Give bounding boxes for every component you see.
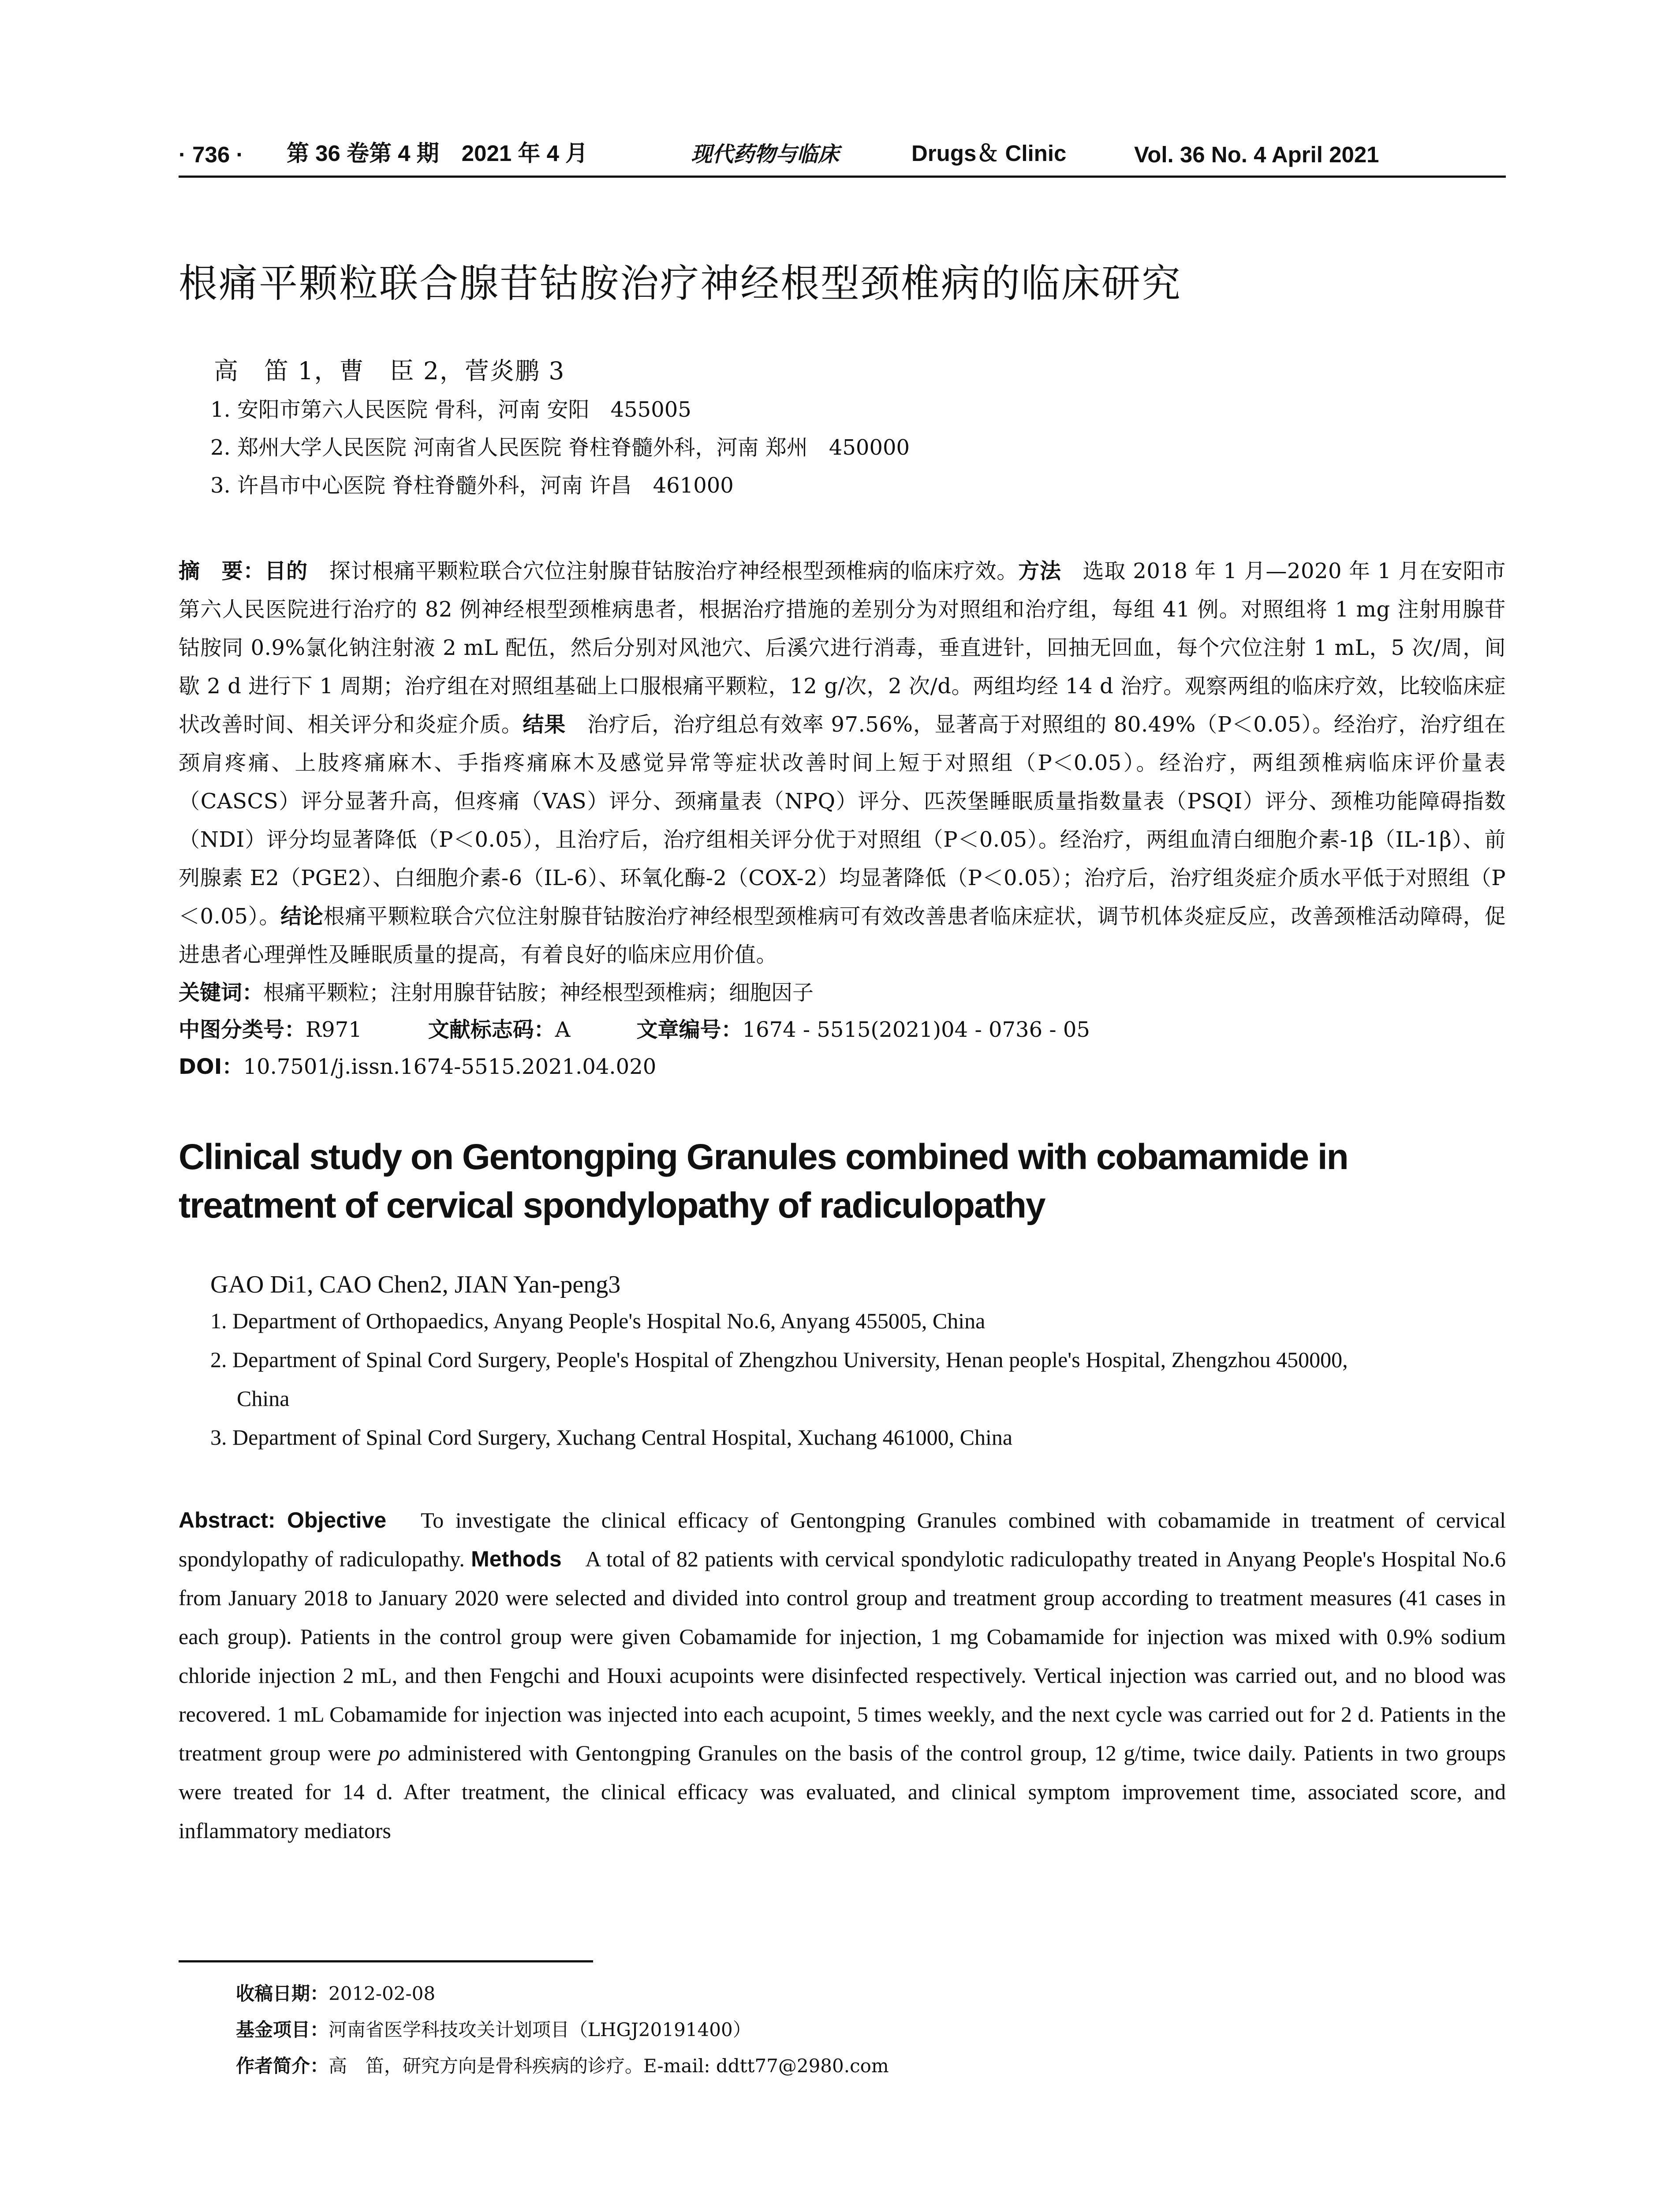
affiliation-cn-1: 1. 安阳市第六人民医院 骨科，河南 安阳 455005 bbox=[210, 397, 691, 422]
results-label-cn: 结果 bbox=[523, 712, 566, 737]
clc-label: 中图分类号： bbox=[179, 1017, 306, 1042]
objective-label-en: Objective bbox=[287, 1508, 387, 1532]
affiliation-en-2-cont: China bbox=[237, 1386, 290, 1411]
footnote-received bbox=[236, 1976, 889, 2012]
title-en: Clinical study on Gentongping Granules combined with cobamamide in treatment of cervical spondylopathy of radiculopathy bbox=[179, 1137, 1348, 1226]
po-italic: po bbox=[378, 1741, 400, 1765]
received-label: 收稿日期： bbox=[236, 1983, 329, 2004]
title-cn: 根痛平颗粒联合腺苷钴胺治疗神经根型颈椎病的临床研究 bbox=[179, 261, 1182, 306]
conclusion-cn: 根痛平颗粒联合穴位注射腺苷钴胺治疗神经根型颈椎病可有效改善患者临床症状，调节机体炎症反应，改善颈椎活动障碍，促进患者心理弹性及睡眠质量的提高，有着良好的临床应用价值。 bbox=[179, 904, 1506, 967]
objective-label-cn: 目的 bbox=[265, 559, 308, 583]
article-id-value: 1674 - 5515(2021)04 - 0736 - 05 bbox=[742, 1017, 1090, 1042]
doc-code-value: A bbox=[555, 1017, 571, 1042]
objective-en: To investigate the clinical efficacy of Gentongping Granules combined with cobamamide in treatment of cervical spondylopathy of radiculopathy. bbox=[179, 1508, 1506, 1571]
journal-name-en: Drugs＆ Clinic bbox=[911, 141, 1067, 166]
journal-name-cn: 现代药物与临床 bbox=[691, 142, 840, 167]
methods-label-en: Methods bbox=[471, 1547, 562, 1571]
footnote-author bbox=[236, 2048, 889, 2084]
abstract-label-en: Abstract: bbox=[179, 1508, 276, 1532]
footnote-divider bbox=[179, 1960, 593, 1962]
objective-cn: 探讨根痛平颗粒联合穴位注射腺苷钴胺治疗神经根型颈椎病的临床疗效。 bbox=[307, 559, 1019, 583]
doc-code-label: 文献标志码： bbox=[428, 1017, 555, 1042]
abstract-cn bbox=[179, 552, 1506, 974]
authors-cn-text: 高 笛 1，曹 臣 2，菅炎鹏 3 bbox=[214, 357, 565, 385]
article-page bbox=[179, 132, 1506, 1850]
doi-label: DOI： bbox=[179, 1054, 243, 1079]
issue-info: 第 36 卷第 4 期 2021 年 4 月 bbox=[287, 141, 588, 166]
affiliation-cn-2: 2. 郑州大学人民医院 河南省人民医院 脊柱脊髓外科，河南 郑州 450000 bbox=[210, 435, 910, 460]
classification-line bbox=[179, 1011, 1506, 1048]
author-bio-text: 高 笛，研究方向是骨科疾病的诊疗。E-mail: ddtt77@2980.com bbox=[329, 2055, 889, 2077]
authors-en bbox=[179, 1271, 1506, 1299]
methods-en-2: administered with Gentongping Granules on the basis of the control group, 12 g/time, twice daily. Patients in two groups were treated for 14 d. After treatment, the clinical efficacy was evaluated, and clinical symptom improvement time, associated score, and inflammatory mediators bbox=[179, 1741, 1506, 1843]
methods-cn: 选取 2018 年 1 月—2020 年 1 月在安阳市第六人民医院进行治疗的 82 例神经根型颈椎病患者，根据治疗措施的差别分为对照组和治疗组，每组 41 例。对照组将 1 mg 注射用腺苷钴胺同 0.9%氯化钠注射液 2 mL 配伍，然后分别对风池穴、后溪穴进行消毒，垂直进针，回抽无回血，每个穴位注射 1 mL，5 次/周，间歇 2 d 进行下 1 周期；治疗组在对照组基础上口服根痛平颗粒，12 g/次，2 次/d。两组均经 14 d 治疗。观察两组的临床疗效，比较临床症状改善时间、相关评分和炎症介质。 bbox=[179, 559, 1506, 737]
clc-value: R971 bbox=[306, 1017, 362, 1042]
keywords-label-cn: 关键词： bbox=[179, 980, 264, 1005]
affiliation-en-3: 3. Department of Spinal Cord Surgery, Xuchang Central Hospital, Xuchang 461000, China bbox=[210, 1425, 1013, 1450]
authors-cn bbox=[179, 351, 1506, 386]
affiliations-en bbox=[179, 1301, 1506, 1457]
footnote-fund bbox=[236, 2012, 889, 2048]
fund-label: 基金项目： bbox=[236, 2019, 329, 2041]
keywords-cn bbox=[179, 974, 1506, 1011]
page-number: · 736 · bbox=[179, 142, 244, 167]
received-date: 2012-02-08 bbox=[329, 1983, 436, 2004]
doi-line bbox=[179, 1048, 1506, 1085]
author-bio-label: 作者简介： bbox=[236, 2055, 329, 2077]
abstract-en bbox=[179, 1501, 1506, 1850]
article-id-label: 文章编号： bbox=[636, 1017, 743, 1042]
methods-label-cn: 方法 bbox=[1018, 559, 1061, 583]
affiliation-en-2: 2. Department of Spinal Cord Surgery, People's Hospital of Zhengzhou University, Henan people's Hospital, Zhengzhou 450000, bbox=[210, 1347, 1348, 1372]
volume-info: Vol. 36 No. 4 April 2021 bbox=[1134, 142, 1379, 167]
methods-en-1: A total of 82 patients with cervical spondylotic radiculopathy treated in Anyang People's Hospital No.6 from January 2018 to January 2020 were selected and divided into control group and treatment group according to treatment measures (41 cases in each group). Patients in the control group were given Cobamamide for injection, 1 mg Cobamamide for injection was mixed with 0.9% sodium chloride injection 2 mL, and then Fengchi and Houxi acupoints were disinfected respectively. Vertical injection was carried out, and no blood was recovered. 1 mL Cobamamide for injection was injected into each acupoint, 5 times weekly, and the next cycle was carried out for 2 d. Patients in the treatment group were bbox=[179, 1547, 1506, 1765]
affiliations-cn bbox=[179, 391, 1506, 505]
abstract-label-cn: 摘 要： bbox=[179, 559, 265, 583]
affiliation-cn-3: 3. 许昌市中心医院 脊柱脊髓外科，河南 许昌 461000 bbox=[210, 473, 734, 498]
running-header bbox=[179, 132, 1506, 178]
doi-value: 10.7501/j.issn.1674-5515.2021.04.020 bbox=[243, 1054, 657, 1079]
keywords-text-cn: 根痛平颗粒；注射用腺苷钴胺；神经根型颈椎病；细胞因子 bbox=[263, 980, 814, 1005]
conclusion-label-cn: 结论 bbox=[280, 904, 324, 929]
authors-en-text: GAO Di1, CAO Chen2, JIAN Yan-peng3 bbox=[210, 1271, 621, 1298]
fund-text: 河南省医学科技攻关计划项目（LHGJ20191400） bbox=[329, 2019, 751, 2041]
footnotes bbox=[236, 1976, 889, 2084]
affiliation-en-1: 1. Department of Orthopaedics, Anyang People's Hospital No.6, Anyang 455005, China bbox=[210, 1308, 986, 1333]
results-cn: 治疗后，治疗组总有效率 97.56%，显著高于对照组的 80.49%（P＜0.05）。经治疗，治疗组在颈肩疼痛、上肢疼痛麻木、手指疼痛麻木及感觉异常等症状改善时间上短于对照组（P＜0.05）。经治疗，两组颈椎病临床评价量表（CASCS）评分显著升高，但疼痛（VAS）评分、颈痛量表（NPQ）评分、匹茨堡睡眠质量指数量表（PSQI）评分、颈椎功能障碍指数（NDI）评分均显著降低（P＜0.05），且治疗后，治疗组相关评分优于对照组（P＜0.05）。经治疗，两组血清白细胞介素-1β（IL-1β）、前列腺素 E2（PGE2）、白细胞介素-6（IL-6）、环氧化酶-2（COX-2）均显著降低（P＜0.05）；治疗后，治疗组炎症介质水平低于对照组（P＜0.05）。 bbox=[179, 712, 1506, 929]
